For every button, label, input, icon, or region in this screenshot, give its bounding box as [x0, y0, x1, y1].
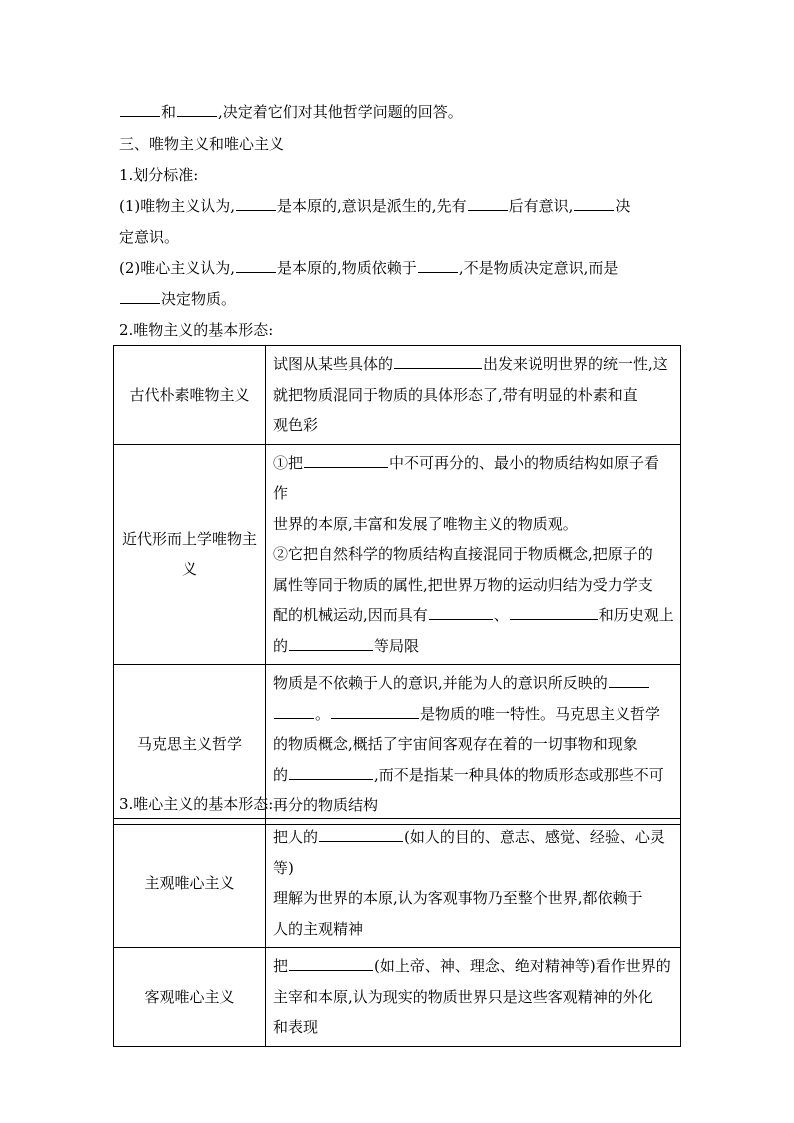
text: 后有意识, — [508, 197, 574, 215]
text: (2)唯心主义认为, — [119, 259, 236, 277]
fill-blank[interactable] — [418, 258, 458, 273]
text: (如人的目的、意志、感觉、经验、心灵等) — [273, 828, 665, 877]
text: 是本原的,意识是派生的,先有 — [277, 197, 467, 215]
text: (如上帝、神、理念、绝对精神等)看作世界的 — [374, 957, 671, 975]
fill-blank[interactable] — [304, 453, 388, 468]
fill-blank[interactable] — [574, 196, 614, 211]
text: 观色彩 — [273, 416, 319, 434]
text: ②它把自然科学的物质结构直接混同于物质概念,把原子的 — [273, 545, 653, 563]
text: 的 — [273, 636, 289, 655]
fill-blank[interactable] — [236, 196, 276, 211]
fill-blank[interactable] — [289, 956, 373, 971]
row-label: 近代形而上学唯物主义 — [114, 444, 266, 665]
text: 是物质的唯一特性。马克思主义哲学 — [420, 704, 661, 723]
text: 主宰和本原,认为现实的物质世界只是这些客观精神的外化 — [273, 987, 653, 1006]
fill-blank[interactable] — [289, 765, 373, 780]
text: 把人的 — [273, 828, 319, 846]
text: 和表现 — [273, 1018, 319, 1036]
text: (1)唯物主义认为, — [119, 197, 236, 215]
text-line — [119, 102, 689, 122]
text: ,而不是指某一种具体的物质形态或那些不可 — [374, 765, 664, 784]
row-label: 马克思主义哲学 — [114, 665, 266, 825]
text-line — [119, 258, 689, 278]
fill-blank[interactable] — [468, 196, 508, 211]
text: 把 — [273, 957, 289, 975]
row-description — [266, 948, 681, 1047]
table-row — [114, 346, 681, 445]
fill-blank[interactable] — [609, 673, 649, 688]
text: 中不可再分的、最小的物质结构如原子看作 — [273, 453, 660, 502]
row-description — [266, 819, 681, 948]
text-line — [119, 289, 689, 309]
text: 配的机械运动,因而具有 — [273, 606, 428, 624]
text: 是本原的,物质依赖于 — [277, 259, 417, 277]
text: 试图从某些具体的 — [273, 355, 394, 373]
text: 和历史观上 — [598, 606, 674, 624]
text: 理解为世界的本原,认为客观事物乃至整个世界,都依赖于 — [273, 889, 643, 907]
text: 等局限 — [374, 636, 420, 655]
section-heading: 三、唯物主义和唯心主义 — [119, 135, 285, 153]
materialism-table — [113, 345, 681, 825]
fill-blank[interactable] — [120, 289, 160, 304]
text: 的 — [273, 765, 289, 784]
text: ,不是物质决定意识,而是 — [458, 259, 619, 277]
text: 属性等同于物质的属性,把世界万物的运动归结为受力学支 — [273, 575, 653, 594]
idealism-table — [113, 818, 681, 1047]
fill-blank[interactable] — [510, 605, 598, 620]
row-description — [266, 346, 681, 445]
text: 就把物质混同于物质的具体形态了,带有明显的朴素和直 — [273, 385, 638, 404]
text-line — [119, 196, 689, 216]
row-label: 古代朴素唯物主义 — [114, 346, 266, 445]
text-line: 定意识。 — [119, 228, 180, 246]
text: 再分的物质结构 — [273, 796, 379, 814]
fill-blank[interactable] — [319, 827, 403, 842]
text: 人的主观精神 — [273, 919, 364, 938]
fill-blank[interactable] — [120, 102, 160, 117]
subsection-title: 1.划分标准: — [119, 166, 199, 184]
text: 决定物质。 — [161, 290, 237, 308]
text: ,决定着它们对其他哲学问题的回答。 — [218, 103, 463, 121]
fill-blank[interactable] — [331, 704, 419, 719]
text: 决 — [615, 197, 631, 215]
table-row — [114, 948, 681, 1047]
fill-blank[interactable] — [429, 605, 493, 620]
fill-blank[interactable] — [394, 354, 482, 369]
subsection-title: 3.唯心主义的基本形态: — [119, 795, 274, 813]
text: 、 — [493, 606, 509, 624]
text: 物质是不依赖于人的意识,并能为人的意识所反映的 — [273, 674, 608, 692]
table-row — [114, 819, 681, 948]
text: 。 — [315, 704, 331, 723]
table-row — [114, 444, 681, 665]
subsection-title: 2.唯物主义的基本形态: — [119, 321, 274, 339]
fill-blank[interactable] — [289, 636, 373, 651]
text: 和 — [161, 103, 177, 121]
fill-blank[interactable] — [236, 258, 276, 273]
row-description — [266, 444, 681, 665]
row-label: 主观唯心主义 — [114, 819, 266, 948]
text: 世界的本原,丰富和发展了唯物主义的物质观。 — [273, 514, 578, 533]
text: ①把 — [273, 453, 304, 472]
row-label: 客观唯心主义 — [114, 948, 266, 1047]
fill-blank[interactable] — [274, 704, 314, 719]
text: 的物质概念,概括了宇宙间客观存在着的一切事物和现象 — [273, 735, 638, 753]
text: 出发来说明世界的统一性,这 — [483, 355, 668, 373]
fill-blank[interactable] — [177, 102, 217, 117]
